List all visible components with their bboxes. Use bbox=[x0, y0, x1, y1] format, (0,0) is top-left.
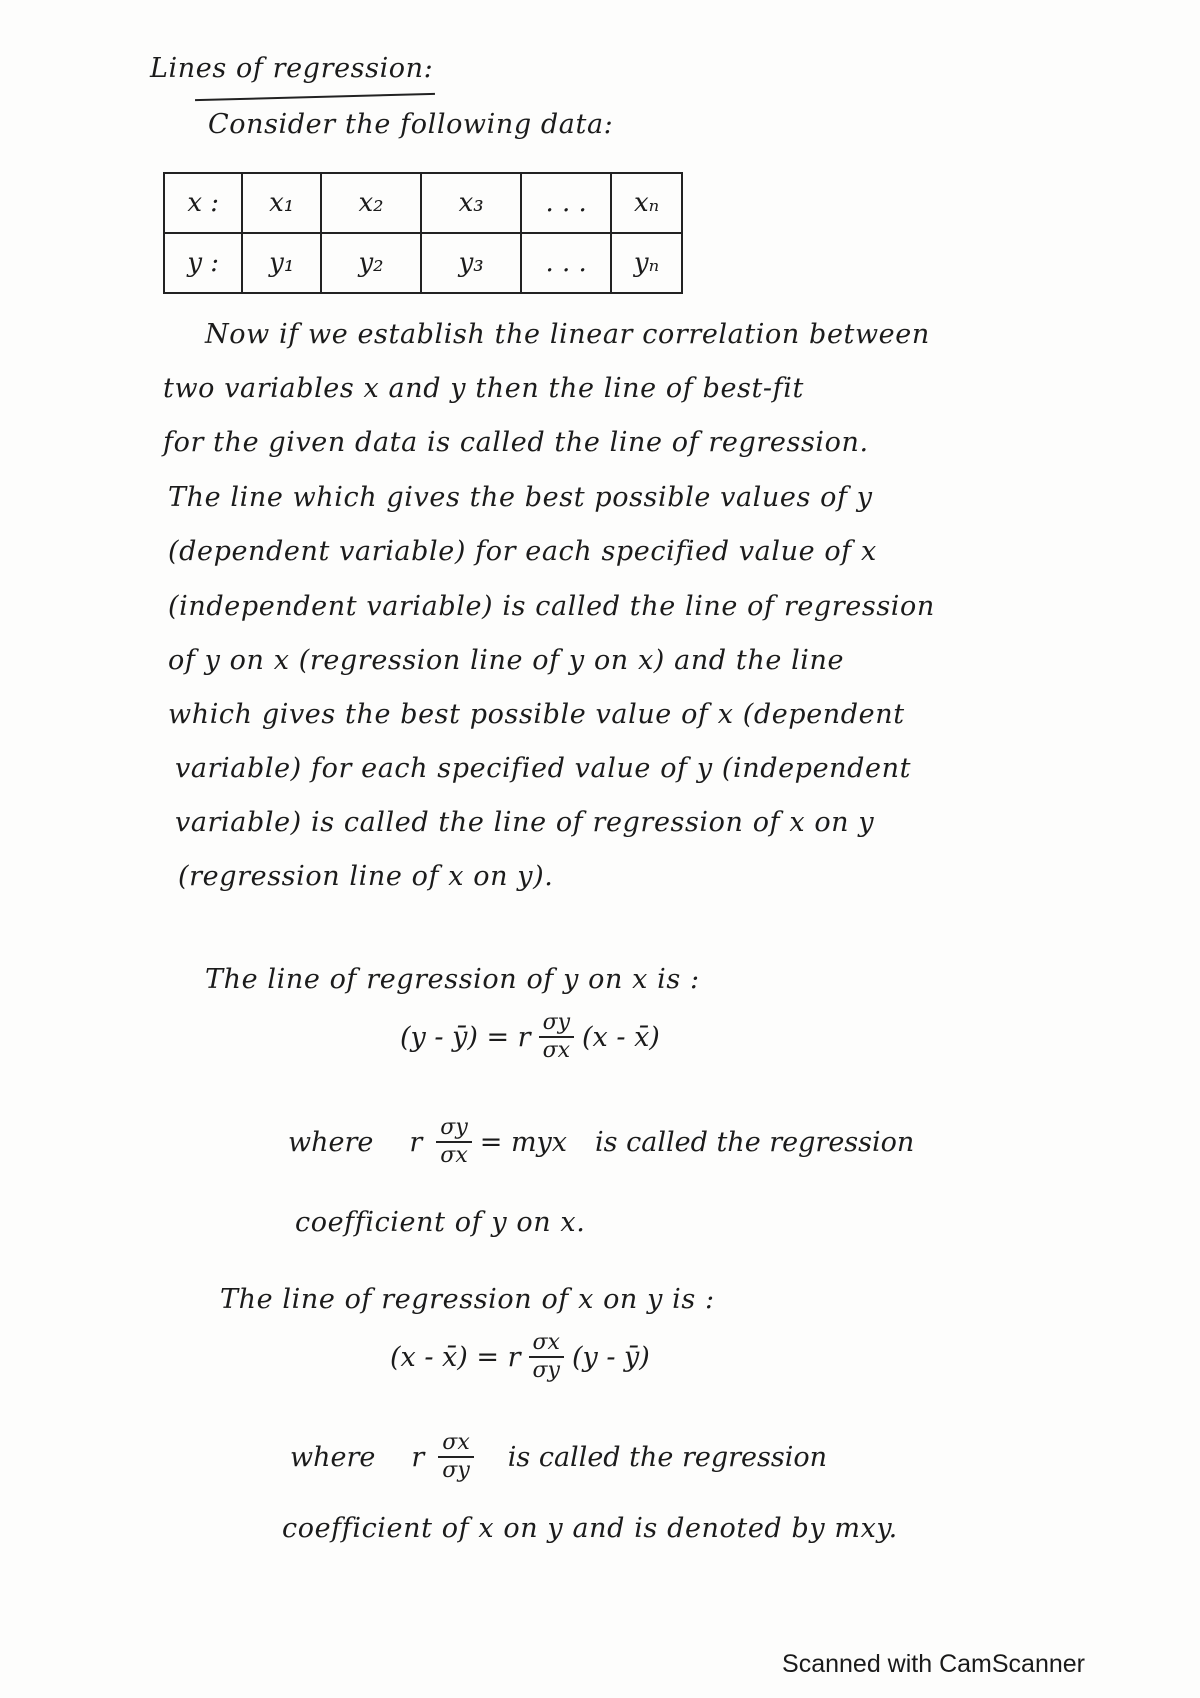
formula-lhs: (y - ȳ) = r bbox=[400, 1021, 531, 1053]
paragraph-line: variable) is called the line of regression of x on y bbox=[175, 807, 875, 838]
table-row-label: x : bbox=[164, 173, 242, 233]
paragraph-line: (regression line of x on y). bbox=[178, 861, 554, 892]
fraction-denominator: σy bbox=[442, 1458, 470, 1483]
paragraph-line: Now if we establish the linear correlation between bbox=[205, 319, 930, 350]
table-row-x bbox=[164, 173, 682, 233]
formula-rhs: (y - ȳ) bbox=[571, 1341, 650, 1373]
page-title: Lines of regression: bbox=[150, 53, 434, 84]
table-cell: yₙ bbox=[611, 233, 682, 293]
table-cell: xₙ bbox=[611, 173, 682, 233]
xy-heading: The line of regression of x on y is : bbox=[220, 1284, 715, 1315]
table-cell: x₁ bbox=[242, 173, 321, 233]
paragraph-line: two variables x and y then the line of best-fit bbox=[163, 373, 804, 404]
table-cell: x₃ bbox=[421, 173, 521, 233]
r-symbol: r bbox=[409, 1126, 423, 1158]
fraction bbox=[436, 1115, 471, 1169]
fraction-numerator: σy bbox=[436, 1115, 471, 1143]
where-label: where bbox=[288, 1126, 374, 1158]
fraction-denominator: σx bbox=[542, 1038, 570, 1063]
fraction-numerator: σy bbox=[539, 1010, 574, 1038]
paragraph-line: (independent variable) is called the line of regression bbox=[168, 591, 935, 622]
formula-rhs: (x - x̄) bbox=[582, 1021, 660, 1053]
title-underline bbox=[195, 93, 435, 101]
where-label: where bbox=[290, 1441, 376, 1473]
table-cell: x₂ bbox=[321, 173, 421, 233]
table-cell: y₁ bbox=[242, 233, 321, 293]
table-cell: y₂ bbox=[321, 233, 421, 293]
table-cell: y₃ bbox=[421, 233, 521, 293]
where-suffix: is called the regression bbox=[595, 1126, 915, 1158]
paragraph-line: (dependent variable) for each specified value of x bbox=[168, 536, 877, 567]
camscanner-watermark: Scanned with CamScanner bbox=[782, 1650, 1085, 1678]
paragraph-line: for the given data is called the line of regression. bbox=[163, 427, 869, 458]
table-cell: . . . bbox=[521, 233, 611, 293]
r-symbol: r bbox=[411, 1441, 425, 1473]
paragraph-line: of y on x (regression line of y on x) and the line bbox=[168, 645, 845, 676]
fraction bbox=[539, 1010, 574, 1064]
fraction-denominator: σy bbox=[532, 1358, 560, 1383]
fraction-numerator: σx bbox=[438, 1430, 473, 1458]
fraction-numerator: σx bbox=[529, 1330, 564, 1358]
fraction-denominator: σx bbox=[440, 1143, 468, 1168]
yx-where-line bbox=[288, 1115, 914, 1169]
yx-heading: The line of regression of y on x is : bbox=[205, 964, 700, 995]
fraction bbox=[529, 1330, 564, 1384]
table-row-label: y : bbox=[164, 233, 242, 293]
fraction bbox=[438, 1430, 473, 1484]
table-row-y bbox=[164, 233, 682, 293]
paragraph-line: The line which gives the best possible values of y bbox=[168, 482, 873, 513]
intro-text: Consider the following data: bbox=[208, 109, 614, 140]
where-suffix: is called the regression bbox=[507, 1441, 828, 1473]
xy-coefficient-text: coefficient of x on y and is denoted by mxy. bbox=[282, 1513, 898, 1544]
table-cell: . . . bbox=[521, 173, 611, 233]
yx-coefficient-text: coefficient of y on x. bbox=[295, 1207, 586, 1238]
formula-lhs: (x - x̄) = r bbox=[390, 1341, 521, 1373]
data-table bbox=[163, 172, 683, 294]
xy-where-line bbox=[290, 1430, 827, 1484]
paragraph-line: variable) for each specified value of y (independent bbox=[175, 753, 912, 784]
paragraph-line: which gives the best possible value of x (dependent bbox=[168, 699, 905, 730]
xy-formula bbox=[390, 1330, 650, 1384]
coefficient-symbol: = myx bbox=[479, 1126, 568, 1158]
yx-formula bbox=[400, 1010, 660, 1064]
